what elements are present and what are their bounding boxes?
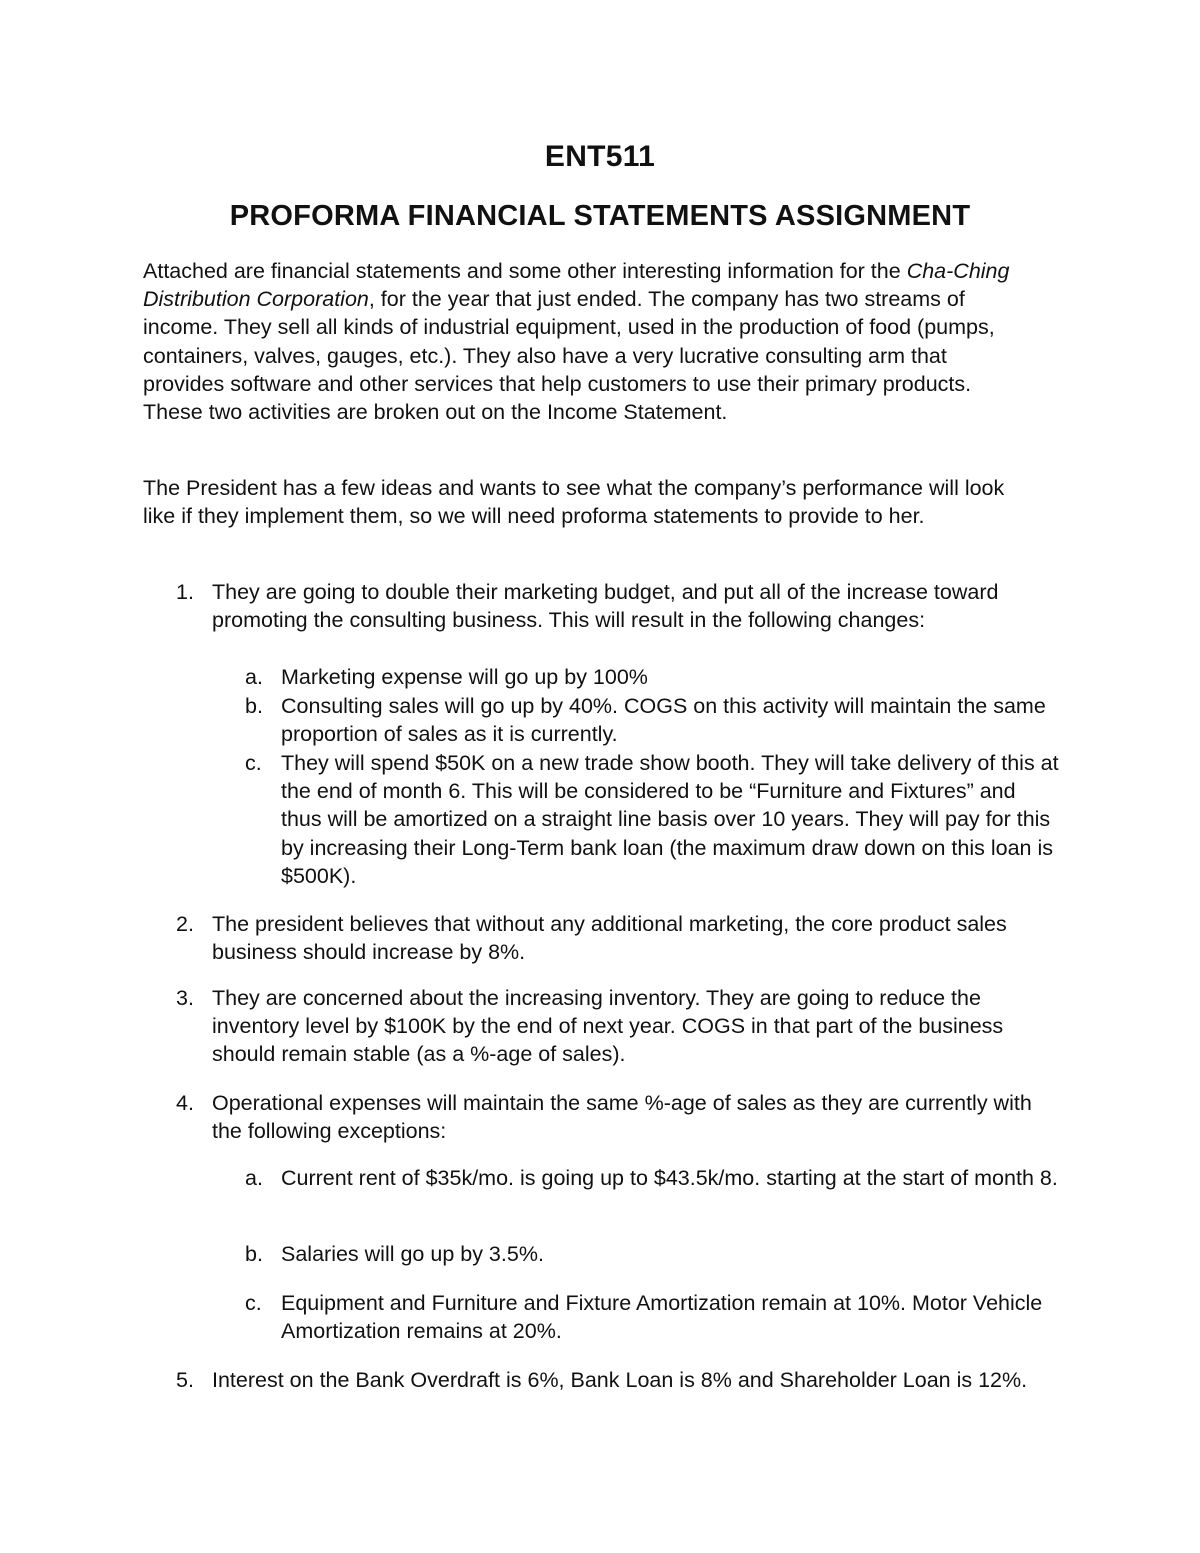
intro-text-end: , for the year that just ended. The company has two streams of income. They sell all kinds of industrial equipment, used in the production of food (pumps, containers, valves, gauges, etc.). They also have a very lucrative consulting arm that provides software and other services that help customers to use their primary products. These two activities are broken out on the Income Statement.: [143, 287, 995, 425]
intro-text-start: Attached are financial statements and some other interesting information for the: [143, 259, 901, 283]
list-item-number: 5.: [176, 1368, 194, 1392]
page-title: PROFORMA FINANCIAL STATEMENTS ASSIGNMENT: [229, 200, 971, 232]
list-item-number: 1.: [176, 580, 194, 604]
list-item-text: They are concerned about the increasing inventory. They are going to reduce the inventory level by $100K by the end of next year. COGS in that part of the business should remain stable (as a %-age of sales).: [212, 986, 1004, 1067]
sub-item-text: They will spend $50K on a new trade show booth. They will take delivery of this at the end of month 6. This will be considered to be “Furniture and Fixtures” and thus will be amortized on a straight line basis over 10 years. They will pay for this by increasing their Long-Term bank loan (the maximum draw down on this loan is $500K).: [281, 751, 1059, 888]
list-item-text: They are going to double their marketing budget, and put all of the increase toward promoting the consulting business. This will result in the following changes:: [212, 580, 999, 633]
company-name: Cha-Ching Distribution Corporation: [143, 259, 1010, 312]
sub-item-letter: c.: [245, 751, 262, 775]
sub-item-letter: c.: [245, 1291, 262, 1315]
sub-item-text: Current rent of $35k/mo. is going up to $43.5k/mo. starting at the start of month 8.: [281, 1166, 1058, 1190]
sub-item-text: Consulting sales will go up by 40%. COGS on this activity will maintain the same proportion of sales as it is currently.: [281, 694, 1046, 747]
sub-item-letter: b.: [245, 1242, 263, 1266]
sub-item-text: Salaries will go up by 3.5%.: [281, 1242, 544, 1266]
intro-paragraph: [143, 257, 1023, 426]
course-code: ENT511: [544, 140, 656, 173]
list-item-text: Operational expenses will maintain the same %-age of sales as they are currently with the following exceptions:: [212, 1091, 1032, 1144]
sub-item-letter: a.: [245, 1166, 263, 1190]
sub-item-letter: b.: [245, 694, 263, 718]
list-item-number: 4.: [176, 1091, 194, 1115]
list-item-text: Interest on the Bank Overdraft is 6%, Bank Loan is 8% and Shareholder Loan is 12%.: [212, 1368, 1028, 1392]
list-item-number: 2.: [176, 912, 194, 936]
list-item-number: 3.: [176, 986, 194, 1010]
list-item-text: The president believes that without any additional marketing, the core product sales business should increase by 8%.: [212, 912, 1007, 965]
sub-item-text: Marketing expense will go up by 100%: [281, 665, 648, 689]
sub-item-letter: a.: [245, 665, 263, 689]
sub-item-text: Equipment and Furniture and Fixture Amortization remain at 10%. Motor Vehicle Amortization remains at 20%.: [281, 1291, 1043, 1344]
president-paragraph: The President has a few ideas and wants to see what the company’s performance will look like if they implement them, so we will need proforma statements to provide to her.: [143, 476, 1005, 529]
